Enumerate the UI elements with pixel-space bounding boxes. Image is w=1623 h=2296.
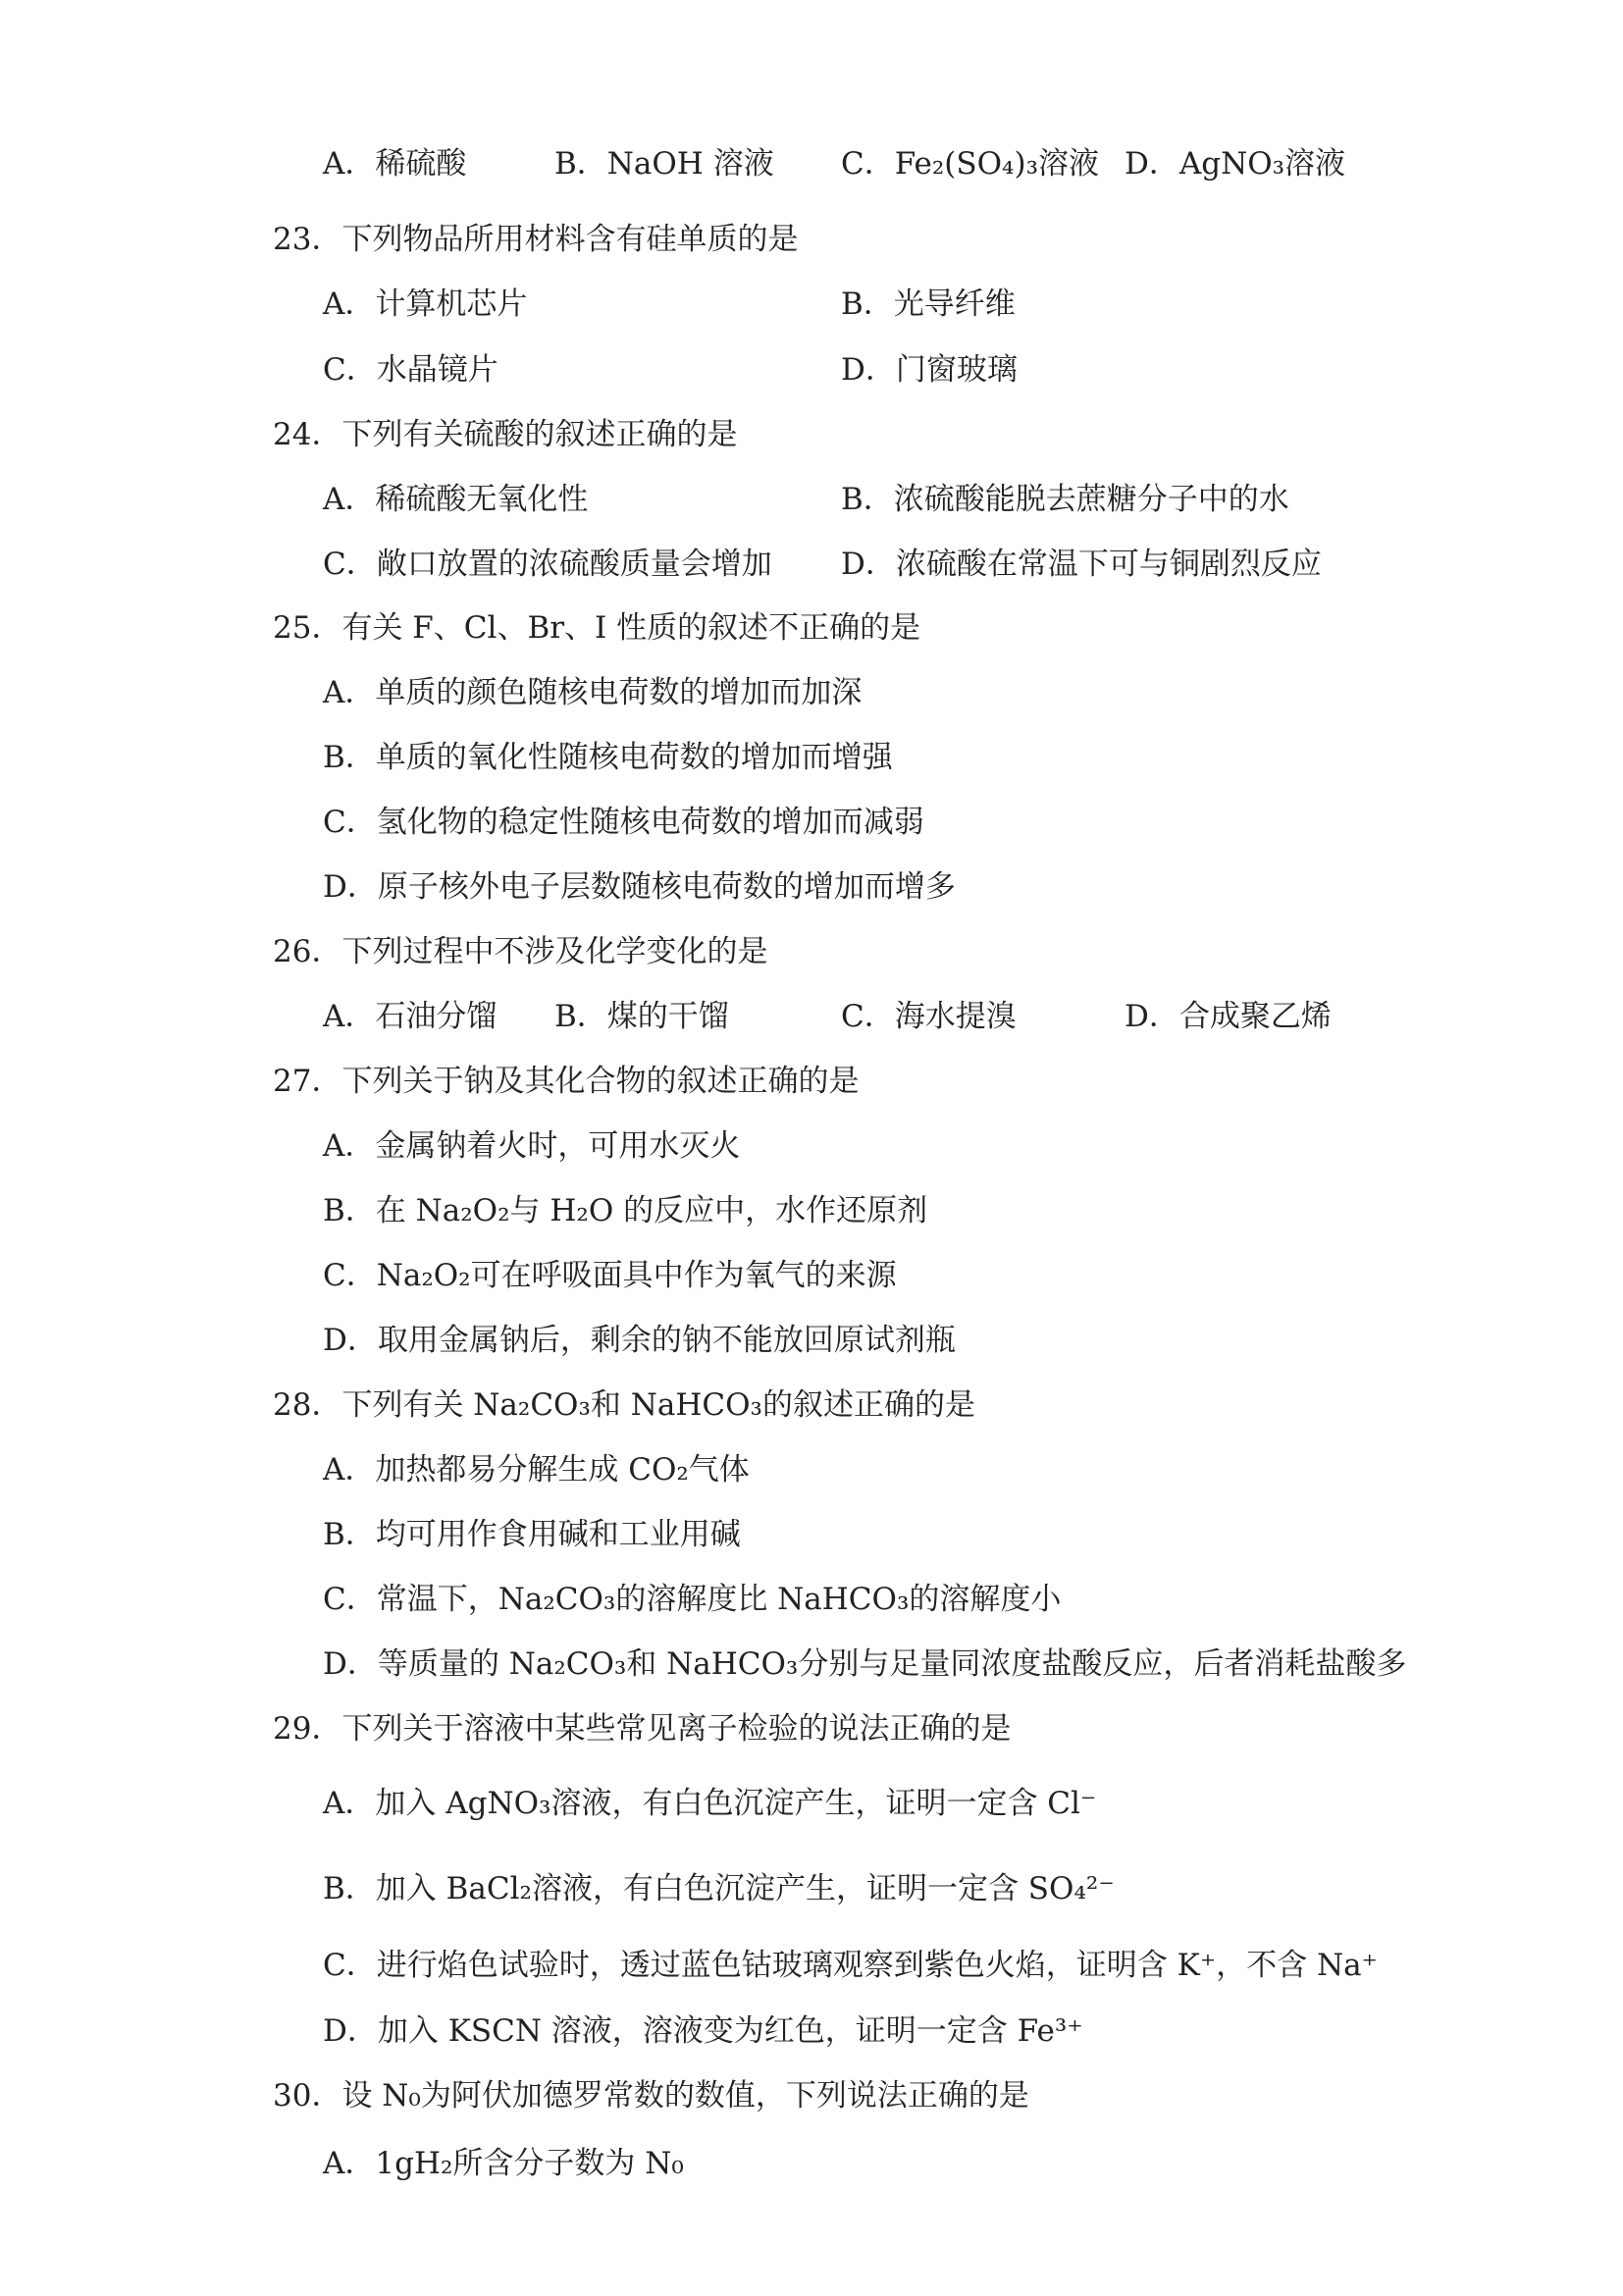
option-c: C．Fe₂(SO₄)₃溶液 — [841, 146, 1100, 182]
option-c: C．水晶镜片 — [323, 352, 498, 388]
question-26: 26．下列过程中不涉及化学变化的是 — [273, 934, 768, 969]
option-a: A．计算机芯片 — [323, 287, 528, 322]
option-b: B．在 Na₂O₂与 H₂O 的反应中，水作还原剂 — [323, 1193, 928, 1228]
option-b: B．光导纤维 — [841, 287, 1016, 322]
option-a: A．1gH₂所含分子数为 N₀ — [323, 2146, 684, 2181]
option-d: D．取用金属钠后，剩余的钠不能放回原试剂瓶 — [323, 1323, 956, 1358]
option-d: D．原子核外电子层数随核电荷数的增加而增多 — [323, 869, 956, 905]
option-a: A．加入 AgNO₃溶液，有白色沉淀产生，证明一定含 Cl⁻ — [323, 1786, 1097, 1821]
option-a: A．石油分馏 — [323, 999, 497, 1034]
option-b: B．煤的干馏 — [554, 999, 729, 1034]
option-d: D．合成聚乙烯 — [1125, 999, 1332, 1034]
question-27: 27．下列关于钠及其化合物的叙述正确的是 — [273, 1064, 860, 1099]
option-b: B．浓硫酸能脱去蔗糖分子中的水 — [841, 482, 1289, 517]
question-24: 24．下列有关硫酸的叙述正确的是 — [273, 417, 738, 452]
option-d: D．浓硫酸在常温下可与铜剧烈反应 — [841, 547, 1322, 582]
question-25: 25．有关 F、Cl、Br、I 性质的叙述不正确的是 — [273, 610, 921, 646]
option-a: A．加热都易分解生成 CO₂气体 — [323, 1452, 750, 1487]
option-c: C．氢化物的稳定性随核电荷数的增加而减弱 — [323, 805, 924, 840]
option-d: D．门窗玻璃 — [841, 352, 1018, 388]
option-line — [554, 146, 774, 182]
option-b: B．NaOH 溶液 — [554, 146, 774, 182]
option-c: C．海水提溴 — [841, 999, 1017, 1034]
option-b: B．均可用作食用碱和工业用碱 — [323, 1517, 741, 1552]
option-c: C．Na₂O₂可在呼吸面具中作为氧气的来源 — [323, 1258, 897, 1293]
option-d: D．AgNO₃溶液 — [1125, 146, 1346, 182]
question-28: 28．下列有关 Na₂CO₃和 NaHCO₃的叙述正确的是 — [273, 1387, 975, 1423]
option-line — [323, 146, 467, 182]
option-line — [1125, 146, 1346, 182]
option-b: B．单质的氧化性随核电荷数的增加而增强 — [323, 740, 893, 775]
option-a: A．单质的颜色随核电荷数的增加而加深 — [323, 675, 863, 710]
question-23: 23．下列物品所用材料含有硅单质的是 — [273, 222, 799, 257]
option-b: B．加入 BaCl₂溶液，有白色沉淀产生，证明一定含 SO₄²⁻ — [323, 1871, 1115, 1906]
question-29: 29．下列关于溶液中某些常见离子检验的说法正确的是 — [273, 1711, 1012, 1747]
option-a: A．稀硫酸无氧化性 — [323, 482, 589, 517]
option-a: A．稀硫酸 — [323, 146, 467, 182]
option-c: C．敞口放置的浓硫酸质量会增加 — [323, 547, 772, 582]
option-c: C．常温下，Na₂CO₃的溶解度比 NaHCO₃的溶解度小 — [323, 1582, 1062, 1617]
option-line — [841, 146, 1100, 182]
option-d: D．等质量的 Na₂CO₃和 NaHCO₃分别与足量同浓度盐酸反应，后者消耗盐酸多 — [323, 1646, 1407, 1682]
question-30: 30．设 N₀为阿伏加德罗常数的数值，下列说法正确的是 — [273, 2078, 1029, 2113]
option-a: A．金属钠着火时，可用水灭火 — [323, 1128, 741, 1164]
option-d: D．加入 KSCN 溶液，溶液变为红色，证明一定含 Fe³⁺ — [323, 2013, 1083, 2049]
option-c: C．进行焰色试验时，透过蓝色钴玻璃观察到紫色火焰，证明含 K⁺，不含 Na⁺ — [323, 1948, 1378, 1983]
